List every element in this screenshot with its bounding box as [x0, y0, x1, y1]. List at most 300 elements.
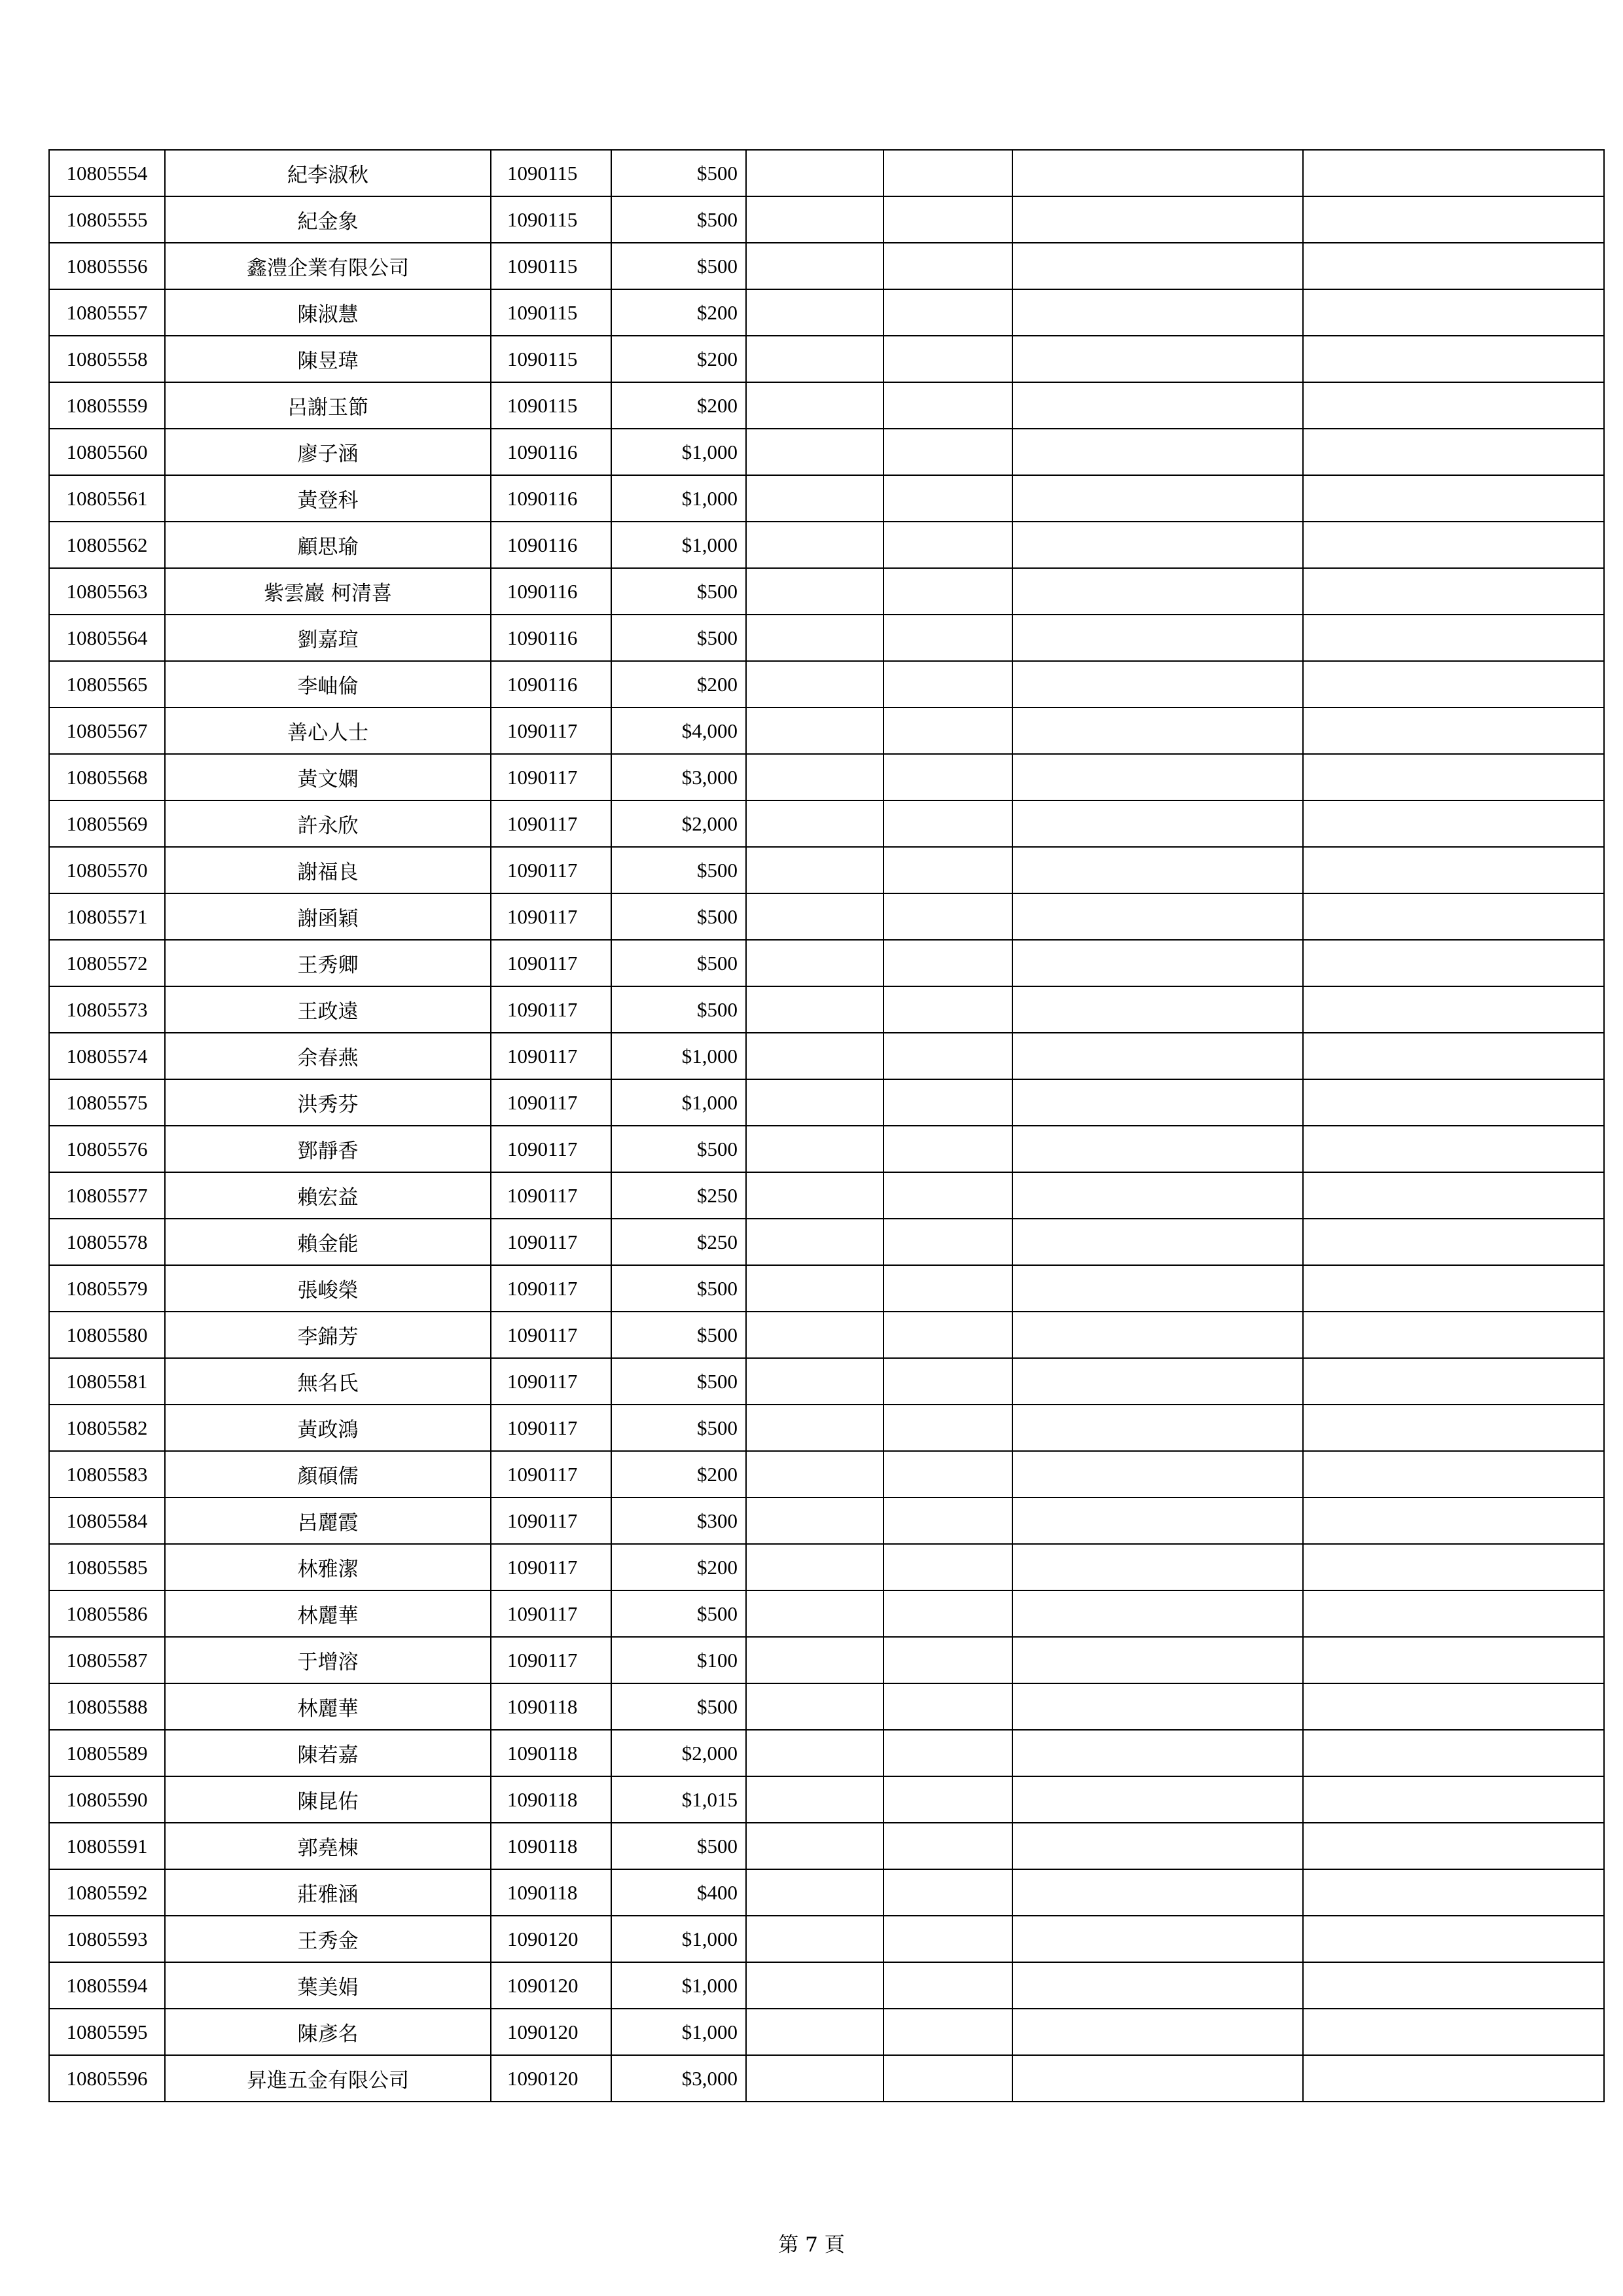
empty-cell	[1303, 661, 1604, 708]
empty-cell	[1303, 150, 1604, 196]
amount-cell: $500	[611, 1312, 746, 1358]
empty-cell	[1012, 1079, 1303, 1126]
donor-name-cell: 黃登科	[165, 475, 491, 522]
date-cell: 1090117	[491, 1172, 611, 1219]
date-cell: 1090116	[491, 568, 611, 615]
donor-name-cell: 林雅潔	[165, 1544, 491, 1590]
empty-cell	[1303, 429, 1604, 475]
empty-cell	[1303, 1544, 1604, 1590]
empty-cell	[746, 1358, 883, 1405]
empty-cell	[883, 1358, 1012, 1405]
donor-name-cell: 紀金象	[165, 196, 491, 243]
empty-cell	[883, 1312, 1012, 1358]
amount-cell: $500	[611, 940, 746, 986]
date-cell: 1090117	[491, 1312, 611, 1358]
empty-cell	[746, 1962, 883, 2009]
donor-name-cell: 呂麗霞	[165, 1498, 491, 1544]
donor-name-cell: 余春燕	[165, 1033, 491, 1079]
date-cell: 1090117	[491, 1637, 611, 1683]
date-cell: 1090118	[491, 1869, 611, 1916]
empty-cell	[1303, 893, 1604, 940]
empty-cell	[746, 1683, 883, 1730]
receipt-number-cell: 10805560	[49, 429, 165, 475]
table-row	[49, 615, 1604, 661]
empty-cell	[746, 708, 883, 754]
empty-cell	[746, 615, 883, 661]
empty-cell	[883, 1451, 1012, 1498]
donor-name-cell: 林麗華	[165, 1590, 491, 1637]
date-cell: 1090120	[491, 1916, 611, 1962]
empty-cell	[746, 1405, 883, 1451]
date-cell: 1090117	[491, 1451, 611, 1498]
amount-cell: $4,000	[611, 708, 746, 754]
empty-cell	[746, 1079, 883, 1126]
empty-cell	[1012, 1869, 1303, 1916]
empty-cell	[746, 1637, 883, 1683]
amount-cell: $3,000	[611, 754, 746, 800]
date-cell: 1090118	[491, 1683, 611, 1730]
amount-cell: $2,000	[611, 1730, 746, 1776]
date-cell: 1090120	[491, 2009, 611, 2055]
receipt-number-cell: 10805569	[49, 800, 165, 847]
empty-cell	[1303, 800, 1604, 847]
empty-cell	[883, 2009, 1012, 2055]
empty-cell	[1303, 1405, 1604, 1451]
empty-cell	[1012, 800, 1303, 847]
amount-cell: $1,000	[611, 1033, 746, 1079]
date-cell: 1090117	[491, 1079, 611, 1126]
empty-cell	[883, 1172, 1012, 1219]
donor-name-cell: 賴宏益	[165, 1172, 491, 1219]
table-row	[49, 1079, 1604, 1126]
amount-cell: $500	[611, 1405, 746, 1451]
empty-cell	[1012, 1590, 1303, 1637]
donor-name-cell: 李岫倫	[165, 661, 491, 708]
empty-cell	[883, 429, 1012, 475]
empty-cell	[1303, 1312, 1604, 1358]
receipt-number-cell: 10805587	[49, 1637, 165, 1683]
donor-name-cell: 昇進五金有限公司	[165, 2055, 491, 2102]
receipt-number-cell: 10805590	[49, 1776, 165, 1823]
table-body	[49, 150, 1604, 2102]
donor-name-cell: 莊雅涵	[165, 1869, 491, 1916]
empty-cell	[1303, 708, 1604, 754]
empty-cell	[1303, 1079, 1604, 1126]
empty-cell	[883, 1683, 1012, 1730]
donor-name-cell: 呂謝玉節	[165, 382, 491, 429]
date-cell: 1090117	[491, 1590, 611, 1637]
receipt-number-cell: 10805584	[49, 1498, 165, 1544]
receipt-number-cell: 10805591	[49, 1823, 165, 1869]
receipt-number-cell: 10805573	[49, 986, 165, 1033]
table-row	[49, 289, 1604, 336]
date-cell: 1090116	[491, 429, 611, 475]
empty-cell	[1012, 475, 1303, 522]
receipt-number-cell: 10805557	[49, 289, 165, 336]
table-row	[49, 1172, 1604, 1219]
receipt-number-cell: 10805592	[49, 1869, 165, 1916]
donor-name-cell: 洪秀芬	[165, 1079, 491, 1126]
donor-name-cell: 許永欣	[165, 800, 491, 847]
empty-cell	[1012, 522, 1303, 568]
empty-cell	[1012, 1265, 1303, 1312]
empty-cell	[1303, 1916, 1604, 1962]
date-cell: 1090115	[491, 196, 611, 243]
table-row	[49, 1916, 1604, 1962]
donor-name-cell: 無名氏	[165, 1358, 491, 1405]
date-cell: 1090117	[491, 800, 611, 847]
date-cell: 1090115	[491, 150, 611, 196]
empty-cell	[1012, 2009, 1303, 2055]
empty-cell	[883, 1544, 1012, 1590]
empty-cell	[1012, 1916, 1303, 1962]
empty-cell	[1303, 2055, 1604, 2102]
empty-cell	[883, 1869, 1012, 1916]
amount-cell: $1,000	[611, 429, 746, 475]
date-cell: 1090115	[491, 382, 611, 429]
receipt-number-cell: 10805556	[49, 243, 165, 289]
receipt-number-cell: 10805562	[49, 522, 165, 568]
empty-cell	[1012, 289, 1303, 336]
donor-name-cell: 陳淑慧	[165, 289, 491, 336]
date-cell: 1090117	[491, 986, 611, 1033]
receipt-number-cell: 10805554	[49, 150, 165, 196]
amount-cell: $250	[611, 1219, 746, 1265]
receipt-number-cell: 10805575	[49, 1079, 165, 1126]
empty-cell	[1012, 1033, 1303, 1079]
empty-cell	[746, 1265, 883, 1312]
empty-cell	[746, 1126, 883, 1172]
empty-cell	[1012, 1126, 1303, 1172]
empty-cell	[1303, 1823, 1604, 1869]
date-cell: 1090117	[491, 1405, 611, 1451]
donor-name-cell: 謝福良	[165, 847, 491, 893]
table-row	[49, 1544, 1604, 1590]
empty-cell	[883, 289, 1012, 336]
empty-cell	[1012, 1730, 1303, 1776]
empty-cell	[746, 289, 883, 336]
amount-cell: $1,000	[611, 475, 746, 522]
receipt-number-cell: 10805581	[49, 1358, 165, 1405]
empty-cell	[883, 1126, 1012, 1172]
receipt-number-cell: 10805563	[49, 568, 165, 615]
empty-cell	[746, 2009, 883, 2055]
amount-cell: $400	[611, 1869, 746, 1916]
empty-cell	[1012, 661, 1303, 708]
amount-cell: $1,000	[611, 2009, 746, 2055]
date-cell: 1090116	[491, 661, 611, 708]
donation-table	[48, 149, 1605, 2102]
receipt-number-cell: 10805586	[49, 1590, 165, 1637]
empty-cell	[883, 243, 1012, 289]
receipt-number-cell: 10805595	[49, 2009, 165, 2055]
table-row	[49, 1126, 1604, 1172]
empty-cell	[883, 1590, 1012, 1637]
amount-cell: $1,000	[611, 1079, 746, 1126]
donor-name-cell: 陳若嘉	[165, 1730, 491, 1776]
empty-cell	[746, 1312, 883, 1358]
receipt-number-cell: 10805561	[49, 475, 165, 522]
amount-cell: $200	[611, 1451, 746, 1498]
empty-cell	[883, 940, 1012, 986]
table-row	[49, 847, 1604, 893]
empty-cell	[746, 2055, 883, 2102]
amount-cell: $500	[611, 893, 746, 940]
empty-cell	[1303, 1498, 1604, 1544]
empty-cell	[1012, 336, 1303, 382]
table-row	[49, 429, 1604, 475]
donor-name-cell: 黃文嫻	[165, 754, 491, 800]
donor-name-cell: 劉嘉瑄	[165, 615, 491, 661]
amount-cell: $500	[611, 1590, 746, 1637]
table-row	[49, 661, 1604, 708]
empty-cell	[1012, 568, 1303, 615]
amount-cell: $200	[611, 289, 746, 336]
empty-cell	[1012, 243, 1303, 289]
empty-cell	[1012, 708, 1303, 754]
amount-cell: $1,000	[611, 1916, 746, 1962]
empty-cell	[883, 150, 1012, 196]
empty-cell	[1012, 940, 1303, 986]
empty-cell	[883, 1730, 1012, 1776]
empty-cell	[883, 986, 1012, 1033]
empty-cell	[746, 1219, 883, 1265]
table-row	[49, 2009, 1604, 2055]
receipt-number-cell: 10805582	[49, 1405, 165, 1451]
donor-name-cell: 黃政鴻	[165, 1405, 491, 1451]
table-row	[49, 382, 1604, 429]
table-row	[49, 336, 1604, 382]
table-row	[49, 1033, 1604, 1079]
empty-cell	[883, 2055, 1012, 2102]
empty-cell	[746, 940, 883, 986]
receipt-number-cell: 10805565	[49, 661, 165, 708]
date-cell: 1090115	[491, 336, 611, 382]
empty-cell	[746, 1776, 883, 1823]
empty-cell	[883, 1962, 1012, 2009]
empty-cell	[1012, 847, 1303, 893]
empty-cell	[746, 1590, 883, 1637]
amount-cell: $300	[611, 1498, 746, 1544]
empty-cell	[1303, 1869, 1604, 1916]
empty-cell	[746, 1869, 883, 1916]
empty-cell	[1303, 196, 1604, 243]
receipt-number-cell: 10805568	[49, 754, 165, 800]
empty-cell	[1303, 940, 1604, 986]
receipt-number-cell: 10805572	[49, 940, 165, 986]
empty-cell	[1012, 1219, 1303, 1265]
date-cell: 1090117	[491, 1498, 611, 1544]
date-cell: 1090117	[491, 1126, 611, 1172]
empty-cell	[883, 568, 1012, 615]
table-row	[49, 1823, 1604, 1869]
donor-name-cell: 張峻榮	[165, 1265, 491, 1312]
empty-cell	[883, 615, 1012, 661]
date-cell: 1090116	[491, 522, 611, 568]
receipt-number-cell: 10805558	[49, 336, 165, 382]
date-cell: 1090116	[491, 475, 611, 522]
empty-cell	[1012, 1405, 1303, 1451]
receipt-number-cell: 10805570	[49, 847, 165, 893]
empty-cell	[883, 661, 1012, 708]
empty-cell	[1012, 1776, 1303, 1823]
table-row	[49, 708, 1604, 754]
empty-cell	[1012, 893, 1303, 940]
empty-cell	[1012, 1962, 1303, 2009]
donor-name-cell: 顧思瑜	[165, 522, 491, 568]
table-row	[49, 893, 1604, 940]
empty-cell	[746, 986, 883, 1033]
table-row	[49, 1869, 1604, 1916]
amount-cell: $500	[611, 986, 746, 1033]
amount-cell: $200	[611, 661, 746, 708]
donor-name-cell: 于增溶	[165, 1637, 491, 1683]
donor-name-cell: 王秀卿	[165, 940, 491, 986]
empty-cell	[746, 196, 883, 243]
empty-cell	[1012, 615, 1303, 661]
donor-name-cell: 謝函穎	[165, 893, 491, 940]
empty-cell	[1303, 1126, 1604, 1172]
empty-cell	[746, 1916, 883, 1962]
empty-cell	[746, 1498, 883, 1544]
empty-cell	[1303, 475, 1604, 522]
amount-cell: $500	[611, 1265, 746, 1312]
receipt-number-cell: 10805559	[49, 382, 165, 429]
empty-cell	[883, 1823, 1012, 1869]
amount-cell: $250	[611, 1172, 746, 1219]
receipt-number-cell: 10805576	[49, 1126, 165, 1172]
empty-cell	[746, 568, 883, 615]
empty-cell	[1012, 1637, 1303, 1683]
date-cell: 1090120	[491, 1962, 611, 2009]
empty-cell	[1303, 1730, 1604, 1776]
donor-name-cell: 李錦芳	[165, 1312, 491, 1358]
donor-name-cell: 紀李淑秋	[165, 150, 491, 196]
empty-cell	[1303, 289, 1604, 336]
empty-cell	[1012, 1683, 1303, 1730]
date-cell: 1090117	[491, 1358, 611, 1405]
amount-cell: $500	[611, 1358, 746, 1405]
empty-cell	[746, 847, 883, 893]
empty-cell	[1012, 429, 1303, 475]
empty-cell	[1012, 382, 1303, 429]
empty-cell	[1012, 1498, 1303, 1544]
table-row	[49, 1962, 1604, 2009]
empty-cell	[883, 382, 1012, 429]
date-cell: 1090117	[491, 893, 611, 940]
receipt-number-cell: 10805571	[49, 893, 165, 940]
amount-cell: $500	[611, 1683, 746, 1730]
empty-cell	[746, 1730, 883, 1776]
amount-cell: $500	[611, 1823, 746, 1869]
table-row	[49, 800, 1604, 847]
date-cell: 1090117	[491, 940, 611, 986]
page-number: 第 7 頁	[778, 2233, 845, 2257]
empty-cell	[1303, 1590, 1604, 1637]
empty-cell	[746, 336, 883, 382]
table-row	[49, 243, 1604, 289]
empty-cell	[1303, 615, 1604, 661]
empty-cell	[746, 150, 883, 196]
empty-cell	[746, 243, 883, 289]
date-cell: 1090115	[491, 243, 611, 289]
donor-name-cell: 陳彥名	[165, 2009, 491, 2055]
empty-cell	[883, 1079, 1012, 1126]
empty-cell	[1303, 2009, 1604, 2055]
empty-cell	[1303, 243, 1604, 289]
receipt-number-cell: 10805593	[49, 1916, 165, 1962]
empty-cell	[883, 1498, 1012, 1544]
date-cell: 1090117	[491, 754, 611, 800]
empty-cell	[1012, 1312, 1303, 1358]
empty-cell	[746, 1172, 883, 1219]
empty-cell	[883, 475, 1012, 522]
table-row	[49, 2055, 1604, 2102]
empty-cell	[1303, 847, 1604, 893]
date-cell: 1090117	[491, 1033, 611, 1079]
empty-cell	[746, 382, 883, 429]
date-cell: 1090117	[491, 1544, 611, 1590]
donor-name-cell: 陳昱瑋	[165, 336, 491, 382]
table-row	[49, 1405, 1604, 1451]
empty-cell	[746, 1823, 883, 1869]
table-row	[49, 1590, 1604, 1637]
empty-cell	[1303, 522, 1604, 568]
amount-cell: $500	[611, 1126, 746, 1172]
empty-cell	[1012, 754, 1303, 800]
empty-cell	[1303, 1776, 1604, 1823]
empty-cell	[883, 708, 1012, 754]
amount-cell: $500	[611, 150, 746, 196]
empty-cell	[883, 800, 1012, 847]
donor-name-cell: 林麗華	[165, 1683, 491, 1730]
receipt-number-cell: 10805577	[49, 1172, 165, 1219]
receipt-number-cell: 10805580	[49, 1312, 165, 1358]
empty-cell	[746, 429, 883, 475]
amount-cell: $500	[611, 196, 746, 243]
empty-cell	[1303, 1265, 1604, 1312]
receipt-number-cell: 10805596	[49, 2055, 165, 2102]
amount-cell: $500	[611, 568, 746, 615]
table-row	[49, 475, 1604, 522]
date-cell: 1090117	[491, 708, 611, 754]
empty-cell	[1012, 1544, 1303, 1590]
empty-cell	[1303, 1451, 1604, 1498]
table-row	[49, 1498, 1604, 1544]
empty-cell	[746, 1544, 883, 1590]
empty-cell	[746, 893, 883, 940]
receipt-number-cell: 10805588	[49, 1683, 165, 1730]
empty-cell	[1012, 150, 1303, 196]
empty-cell	[1303, 336, 1604, 382]
amount-cell: $1,000	[611, 522, 746, 568]
donor-name-cell: 善心人士	[165, 708, 491, 754]
donor-name-cell: 王政遠	[165, 986, 491, 1033]
empty-cell	[883, 754, 1012, 800]
empty-cell	[746, 800, 883, 847]
donor-name-cell: 紫雲巖 柯清喜	[165, 568, 491, 615]
empty-cell	[883, 1265, 1012, 1312]
empty-cell	[883, 847, 1012, 893]
date-cell: 1090117	[491, 1265, 611, 1312]
amount-cell: $500	[611, 847, 746, 893]
empty-cell	[746, 661, 883, 708]
empty-cell	[883, 196, 1012, 243]
table-row	[49, 940, 1604, 986]
table-row	[49, 568, 1604, 615]
receipt-number-cell: 10805578	[49, 1219, 165, 1265]
empty-cell	[1303, 568, 1604, 615]
